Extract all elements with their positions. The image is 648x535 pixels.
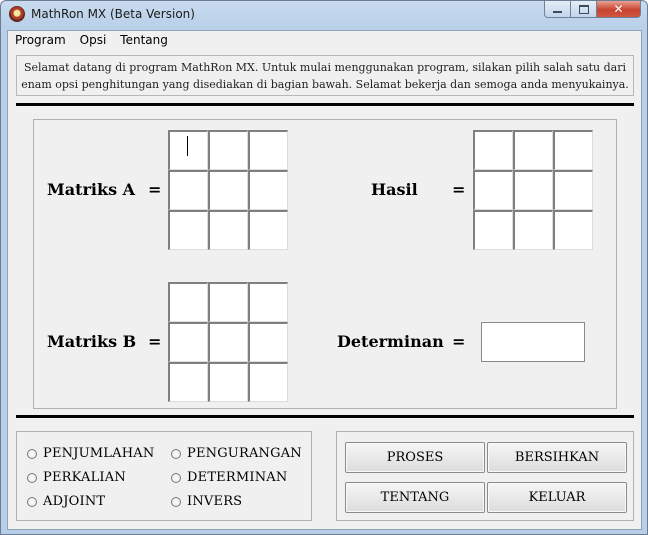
close-button[interactable] (597, 1, 641, 18)
divider-bottom (16, 415, 634, 418)
minimize-icon (553, 11, 562, 13)
matrix-b-grid (168, 282, 288, 402)
matrix-b-cell[interactable] (168, 362, 208, 402)
tentang-button[interactable]: TENTANG (345, 482, 485, 513)
maximize-icon (579, 5, 589, 14)
matriks-b-equals: = (148, 332, 162, 351)
matrix-a-cell[interactable] (248, 170, 288, 210)
proses-button[interactable]: PROSES (345, 442, 485, 473)
hasil-equals: = (452, 180, 466, 199)
matrix-a-cell[interactable] (248, 130, 288, 170)
matrix-a-cell[interactable] (208, 210, 248, 250)
hasil-cell[interactable] (553, 170, 593, 210)
hasil-cell[interactable] (513, 170, 553, 210)
matrix-b-cell[interactable] (248, 362, 288, 402)
matrix-panel (33, 119, 617, 409)
hasil-cell[interactable] (473, 130, 513, 170)
option-perkalian[interactable]: PERKALIAN (27, 470, 126, 485)
bersihkan-button[interactable]: BERSIHKAN (487, 442, 627, 473)
radio-circle-icon[interactable] (27, 497, 37, 507)
matrix-a-cell[interactable] (248, 210, 288, 250)
radio-circle-icon[interactable] (27, 449, 37, 459)
option-invers[interactable]: INVERS (171, 494, 242, 509)
matriks-a-label: Matriks A (47, 180, 136, 199)
determinan-equals: = (452, 332, 466, 351)
hasil-cell[interactable] (473, 210, 513, 250)
option-adjoint[interactable]: ADJOINT (27, 494, 105, 509)
matrix-a-grid (168, 130, 288, 250)
matrix-a-cell[interactable] (168, 130, 208, 170)
matrix-b-cell[interactable] (208, 322, 248, 362)
option-pengurangan[interactable]: PENGURANGAN (171, 446, 302, 461)
matrix-b-cell[interactable] (248, 282, 288, 322)
matrix-a-cell[interactable] (208, 130, 248, 170)
matriks-b-label: Matriks B (47, 332, 137, 351)
determinan-output[interactable] (481, 322, 585, 362)
hasil-cell[interactable] (553, 130, 593, 170)
app-logo-icon (9, 6, 25, 22)
divider-top (16, 103, 634, 106)
radio-circle-icon[interactable] (27, 473, 37, 483)
welcome-line-1: Selamat datang di program MathRon MX. Untuk mulai menggunakan program, silakan pilih salah satu dari (23, 61, 627, 74)
option-determinan[interactable]: DETERMINAN (171, 470, 287, 485)
window-title: MathRon MX (Beta Version) (31, 7, 195, 21)
determinan-label: Determinan (337, 332, 444, 351)
matrix-b-cell[interactable] (208, 282, 248, 322)
minimize-button[interactable] (544, 1, 571, 18)
matriks-a-equals: = (148, 180, 162, 199)
hasil-grid (473, 130, 593, 250)
client-area (7, 30, 642, 530)
matrix-a-cell[interactable] (168, 210, 208, 250)
action-buttons-panel (336, 431, 634, 521)
text-caret (187, 136, 188, 156)
hasil-cell[interactable] (473, 170, 513, 210)
radio-circle-icon[interactable] (171, 473, 181, 483)
matrix-b-cell[interactable] (208, 362, 248, 402)
radio-circle-icon[interactable] (171, 449, 181, 459)
welcome-line-2: enam opsi penghitungan yang disediakan di bagian bawah. Selamat bekerja dan semoga anda menyukainya. (21, 78, 629, 91)
menu-opsi[interactable]: Opsi (79, 33, 107, 47)
menu-tentang[interactable]: Tentang (120, 33, 168, 47)
hasil-cell[interactable] (513, 210, 553, 250)
window-controls (544, 1, 641, 19)
title-bar[interactable] (1, 1, 647, 29)
matrix-a-cell[interactable] (168, 170, 208, 210)
welcome-message (16, 55, 634, 96)
menu-program[interactable]: Program (15, 33, 66, 47)
menu-bar (8, 31, 641, 49)
hasil-cell[interactable] (553, 210, 593, 250)
close-icon: ✕ (613, 2, 624, 16)
matrix-b-cell[interactable] (168, 282, 208, 322)
keluar-button[interactable]: KELUAR (487, 482, 627, 513)
hasil-cell[interactable] (513, 130, 553, 170)
matrix-b-cell[interactable] (248, 322, 288, 362)
matrix-b-cell[interactable] (168, 322, 208, 362)
operation-options-panel (16, 431, 312, 521)
radio-circle-icon[interactable] (171, 497, 181, 507)
hasil-label: Hasil (371, 180, 418, 199)
option-penjumlahan[interactable]: PENJUMLAHAN (27, 446, 154, 461)
matrix-a-cell[interactable] (208, 170, 248, 210)
maximize-button[interactable] (571, 1, 597, 18)
